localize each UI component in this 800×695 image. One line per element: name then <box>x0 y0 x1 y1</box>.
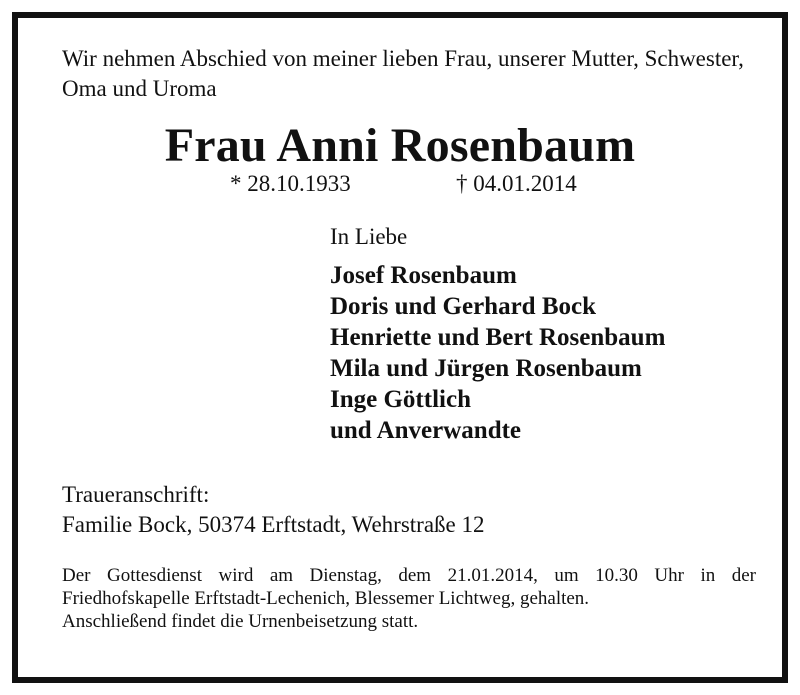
mourners-list <box>330 260 665 446</box>
service-text: Der Gottesdienst wird am Dienstag, dem 21.01.2014, um 10.30 Uhr in der Friedhofskapelle Erftstadt-Lechenich, Blessemer Lichtweg, gehalten. <box>62 565 756 609</box>
mourner-name: Josef Rosenbaum <box>330 262 517 289</box>
obituary-content <box>18 18 782 677</box>
mourner-name: und Anverwandte <box>330 417 522 444</box>
mourner-name: Doris und Gerhard Bock <box>330 293 597 320</box>
mourner-name: Inge Göttlich <box>330 386 471 413</box>
address-line: Familie Bock, 50374 Erftstadt, Wehrstraße 12 <box>62 512 485 537</box>
mourner-name: Henriette und Bert Rosenbaum <box>330 324 666 351</box>
birth-date: * 28.10.1933 <box>230 171 351 196</box>
burial-text: Anschließend findet die Urnenbeisetzung statt. <box>62 611 419 632</box>
intro-text: Wir nehmen Abschied von meiner lieben Frau, unserer Mutter, Schwester, Oma und Uroma <box>62 46 744 101</box>
mourner-name: Mila und Jürgen Rosenbaum <box>330 355 642 382</box>
death-date: † 04.01.2014 <box>456 171 577 196</box>
deceased-name: Frau Anni Rosenbaum <box>164 119 636 172</box>
obituary-frame <box>12 12 788 683</box>
address-label: Traueranschrift: <box>62 482 210 507</box>
mourners-intro: In Liebe <box>330 224 408 249</box>
mourning-address <box>62 480 762 540</box>
service-info <box>62 564 756 633</box>
